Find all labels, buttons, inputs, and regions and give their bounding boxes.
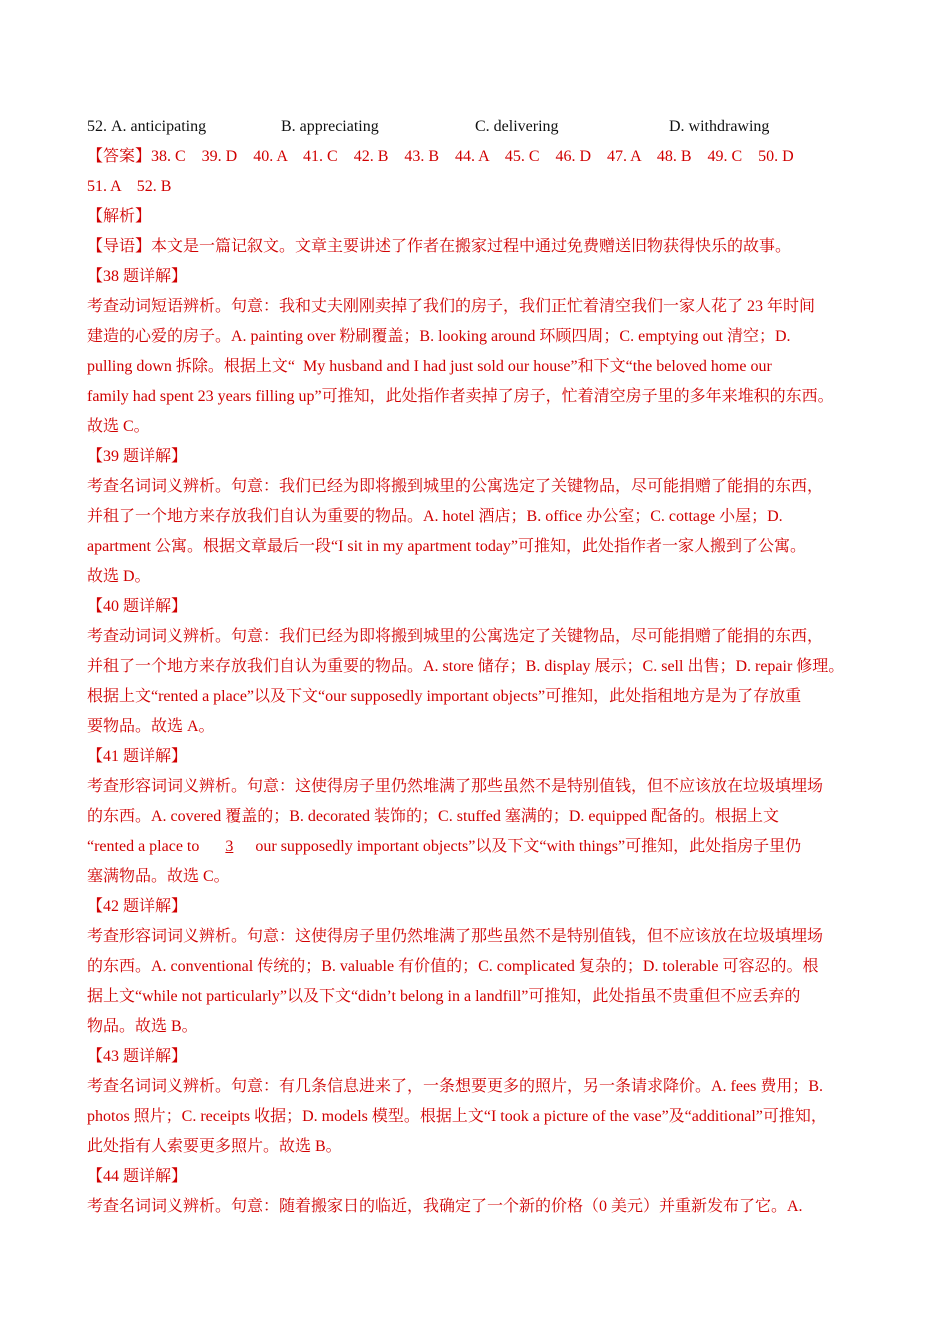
item-40-heading: 【40 题详解】	[87, 598, 188, 615]
item-42-text: 的东西。A. conventional 传统的；B. valuable 有价值的；C. complicated 复杂的；D. tolerable 可容忍的。根	[87, 958, 819, 975]
item-42-text: 物品。故选 B。	[87, 1018, 198, 1035]
item-41-text: 考查形容词词义辨析。句意：这使得房子里仍然堆满了那些虽然不是特别值钱，但不应该放在垃圾填埋场	[87, 778, 824, 795]
item-42-heading: 【42 题详解】	[87, 898, 188, 915]
item-44-heading: 【44 题详解】	[87, 1168, 188, 1185]
option-d: D. withdrawing	[669, 118, 770, 135]
answer-line-2: 51. A 52. B	[87, 178, 172, 195]
option-b: B. appreciating	[281, 118, 379, 135]
item-40-text: 根据上文“rented a place”以及下文“our supposedly important objects”可推知，此处指租地方是为了存放重	[87, 688, 802, 705]
item-41-text: 塞满物品。故选 C。	[87, 868, 230, 885]
item-38-text: 建造的心爱的房子。A. painting over 粉刷覆盖；B. looking around 环顾四周；C. emptying out 清空；D.	[87, 328, 791, 345]
item-43-text: 此处指有人索要更多照片。故选 B。	[87, 1138, 342, 1155]
blank-number: 3	[225, 838, 234, 855]
item-39-text: apartment 公寓。根据文章最后一段“I sit in my apartment today”可推知，此处指作者一家人搬到了公寓。	[87, 538, 807, 555]
item-38-heading: 【38 题详解】	[87, 268, 188, 285]
option-c: C. delivering	[475, 118, 559, 135]
item-40-text: 并租了一个地方来存放我们自认为重要的物品。A. store 储存；B. display 展示；C. sell 出售；D. repair 修理。	[87, 658, 845, 675]
item-41-text: 的东西。A. covered 覆盖的；B. decorated 装饰的；C. stuffed 塞满的；D. equipped 配备的。根据上文	[87, 808, 780, 825]
item-39-text: 考查名词词义辨析。句意：我们已经为即将搬到城里的公寓选定了关键物品，尽可能捐赠了能捐的东西，	[87, 478, 824, 495]
item-39-text: 并租了一个地方来存放我们自认为重要的物品。A. hotel 酒店；B. office 办公室；C. cottage 小屋；D.	[87, 508, 783, 525]
intro-paragraph: 【导语】本文是一篇记叙文。文章主要讲述了作者在搬家过程中通过免费赠送旧物获得快乐的故事。	[87, 238, 792, 255]
item-42-text: 据上文“while not particularly”以及下文“didn’t belong in a landfill”可推知，此处指虽不贵重但不应丢弃的	[87, 988, 801, 1005]
item-44-text: 考查名词词义辨析。句意：随着搬家日的临近，我确定了一个新的价格（0 美元）并重新发布了它。A.	[87, 1198, 803, 1215]
item-41-heading: 【41 题详解】	[87, 748, 188, 765]
item-38-text: 考查动词短语辨析。句意：我和丈夫刚刚卖掉了我们的房子，我们正忙着清空我们一家人花了 23 年时间	[87, 298, 816, 315]
item-43-text: photos 照片；C. receipts 收据；D. models 模型。根据上文“I took a picture of the vase”及“additional”可推知，	[87, 1108, 827, 1125]
item-43-heading: 【43 题详解】	[87, 1048, 188, 1065]
item-39-text: 故选 D。	[87, 568, 151, 585]
answer-line-1: 【答案】38. C 39. D 40. A 41. C 42. B 43. B 44. A 45. C 46. D 47. A 48. B 49. C 50. D	[87, 148, 794, 165]
analysis-label: 【解析】	[87, 208, 152, 225]
item-38-text: 故选 C。	[87, 418, 150, 435]
item-38-text: pulling down 拆除。根据上文“ My husband and I had just sold our house”和下文“the beloved home our	[87, 358, 772, 375]
item-43-text: 考查名词词义辨析。句意：有几条信息进来了，一条想要更多的照片，另一条请求降价。A. fees 费用；B.	[87, 1078, 823, 1095]
item-40-text: 要物品。故选 A。	[87, 718, 215, 735]
item-38-text: family had spent 23 years filling up”可推知，此处指作者卖掉了房子，忙着清空房子里的多年来堆积的东西。	[87, 388, 834, 405]
option-a: 52. A. anticipating	[87, 118, 207, 135]
item-42-text: 考查形容词词义辨析。句意：这使得房子里仍然堆满了那些虽然不是特别值钱，但不应该放在垃圾填埋场	[87, 928, 824, 945]
item-41-blank-line: “rented a place to 3 our supposedly important objects”以及下文“with things”可推知，此处指房子里仍	[87, 832, 877, 862]
item-40-text: 考查动词词义辨析。句意：我们已经为即将搬到城里的公寓选定了关键物品，尽可能捐赠了能捐的东西，	[87, 628, 824, 645]
item-39-heading: 【39 题详解】	[87, 448, 188, 465]
document-page	[87, 112, 877, 1222]
question-52-options	[87, 112, 877, 142]
